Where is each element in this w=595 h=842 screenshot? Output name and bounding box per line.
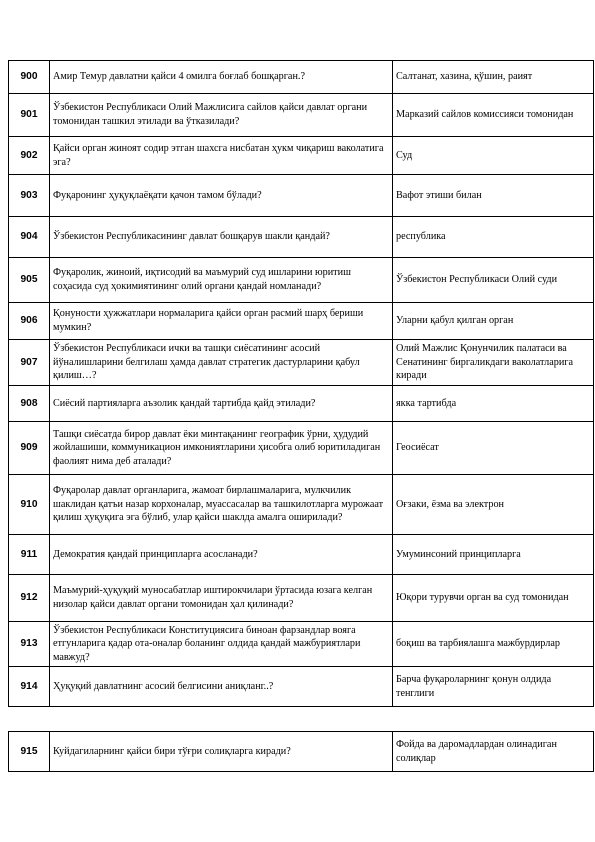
answer-cell: якка тартибда <box>393 386 594 422</box>
questions-table <box>8 60 594 707</box>
questions-table-continued-body <box>9 732 594 772</box>
answer-cell: Марказий сайлов комиссияси томонидан <box>393 94 594 137</box>
table-row <box>9 535 594 575</box>
row-number: 903 <box>9 175 50 217</box>
answer-cell: Геосиёсат <box>393 422 594 475</box>
table-row <box>9 422 594 475</box>
row-number: 908 <box>9 386 50 422</box>
answer-cell: Уларни қабул қилган орган <box>393 303 594 340</box>
question-cell: Ҳуқуқий давлатнинг асосий белгисини аниқланг..? <box>50 667 393 707</box>
answer-cell: Барча фуқароларнинг қонун олдида тенглиги <box>393 667 594 707</box>
answer-cell: Оғзаки, ёзма ва электрон <box>393 475 594 535</box>
question-cell: Сиёсий партияларга аъзолик қандай тартибда қайд этилади? <box>50 386 393 422</box>
question-cell: Амир Темур давлатни қайси 4 омилга боғлаб бошқарган.? <box>50 61 393 94</box>
questions-table-body <box>9 61 594 707</box>
questions-table-continued <box>8 731 594 772</box>
table-row <box>9 732 594 772</box>
table-row <box>9 622 594 667</box>
row-number: 911 <box>9 535 50 575</box>
table-row <box>9 94 594 137</box>
table-row <box>9 575 594 622</box>
question-cell: Демократия қандай принципларга асосланади? <box>50 535 393 575</box>
question-cell: Ўзбекистон Республикаси ички ва ташқи сиёсатининг асосий йўналишларини белгилаш ҳамда давлат стратегик дастурларини қабул қилиш…? <box>50 340 393 386</box>
answer-cell: боқиш ва тарбиялашга мажбурдирлар <box>393 622 594 667</box>
table-row <box>9 217 594 258</box>
row-number: 907 <box>9 340 50 386</box>
question-cell: Ташқи сиёсатда бирор давлат ёки минтақанинг географик ўрни, ҳудудий жойлашиши, коммуникацион имкониятларини ҳисобга олиб юритиладиган фаолият нима деб аталади? <box>50 422 393 475</box>
question-cell: Фуқаролик, жиноий, иқтисодий ва маъмурий суд ишларини юритиш соҳасида суд ҳокимиятининг олий органи қандай номланади? <box>50 258 393 303</box>
answer-cell: Фойда ва даромадлардан олинадиган солиқлар <box>393 732 594 772</box>
answer-cell: республика <box>393 217 594 258</box>
row-number: 905 <box>9 258 50 303</box>
answer-cell: Олий Мажлис Қонунчилик палатаси ва Сенатининг биргаликдаги ваколатларига киради <box>393 340 594 386</box>
row-number: 913 <box>9 622 50 667</box>
table-row <box>9 386 594 422</box>
table-row <box>9 340 594 386</box>
question-cell: Қайси орган жиноят содир этган шахсга нисбатан ҳукм чиқариш ваколатига эга? <box>50 137 393 175</box>
row-number: 906 <box>9 303 50 340</box>
answer-cell: Юқори турувчи орган ва суд томонидан <box>393 575 594 622</box>
question-cell: Фуқаролар давлат органларига, жамоат бирлашмаларига, мулкчилик шаклидан қатъи назар корхоналар, муассасалар ва ташкилотларга мурожаат қилиш ҳуқуқига эга бўлиб, улар қайси шаклда амалга оширилади? <box>50 475 393 535</box>
table-row <box>9 303 594 340</box>
table-row <box>9 61 594 94</box>
question-cell: Ўзбекистон Республикаси Конституциясига биноан фарзандлар вояга етгунларига қадар ота-оналар боланинг олдида қандай мажбуриятлари мавжуд? <box>50 622 393 667</box>
table-row <box>9 667 594 707</box>
row-number: 901 <box>9 94 50 137</box>
row-number: 910 <box>9 475 50 535</box>
question-cell: Ўзбекистон Республикаси Олий Мажлисига сайлов қайси давлат органи томонидан ташкил этилади ва ўтказилади? <box>50 94 393 137</box>
answer-cell: Салтанат, хазина, қўшин, раият <box>393 61 594 94</box>
row-number: 904 <box>9 217 50 258</box>
question-cell: Маъмурий-ҳуқуқий муносабатлар иштирокчилари ўртасида юзага келган низолар қайси давлат органи томонидан ҳал қилинади? <box>50 575 393 622</box>
table-row <box>9 258 594 303</box>
row-number: 900 <box>9 61 50 94</box>
row-number: 915 <box>9 732 50 772</box>
table-row <box>9 175 594 217</box>
question-cell: Қонуности ҳужжатлари нормаларига қайси орган расмий шарҳ бериши мумкин? <box>50 303 393 340</box>
answer-cell: Суд <box>393 137 594 175</box>
row-number: 912 <box>9 575 50 622</box>
table-row <box>9 137 594 175</box>
table-row <box>9 475 594 535</box>
answer-cell: Вафот этиши билан <box>393 175 594 217</box>
question-cell: Куйдагиларнинг қайси бири тўғри солиқларга киради? <box>50 732 393 772</box>
answer-cell: Ўзбекистон Республикаси Олий суди <box>393 258 594 303</box>
row-number: 914 <box>9 667 50 707</box>
row-number: 909 <box>9 422 50 475</box>
answer-cell: Умуминсоний принципларга <box>393 535 594 575</box>
row-number: 902 <box>9 137 50 175</box>
question-cell: Фуқаронинг ҳуқуқлаёқати қачон тамом бўлади? <box>50 175 393 217</box>
question-cell: Ўзбекистон Республикасининг давлат бошқарув шакли қандай? <box>50 217 393 258</box>
